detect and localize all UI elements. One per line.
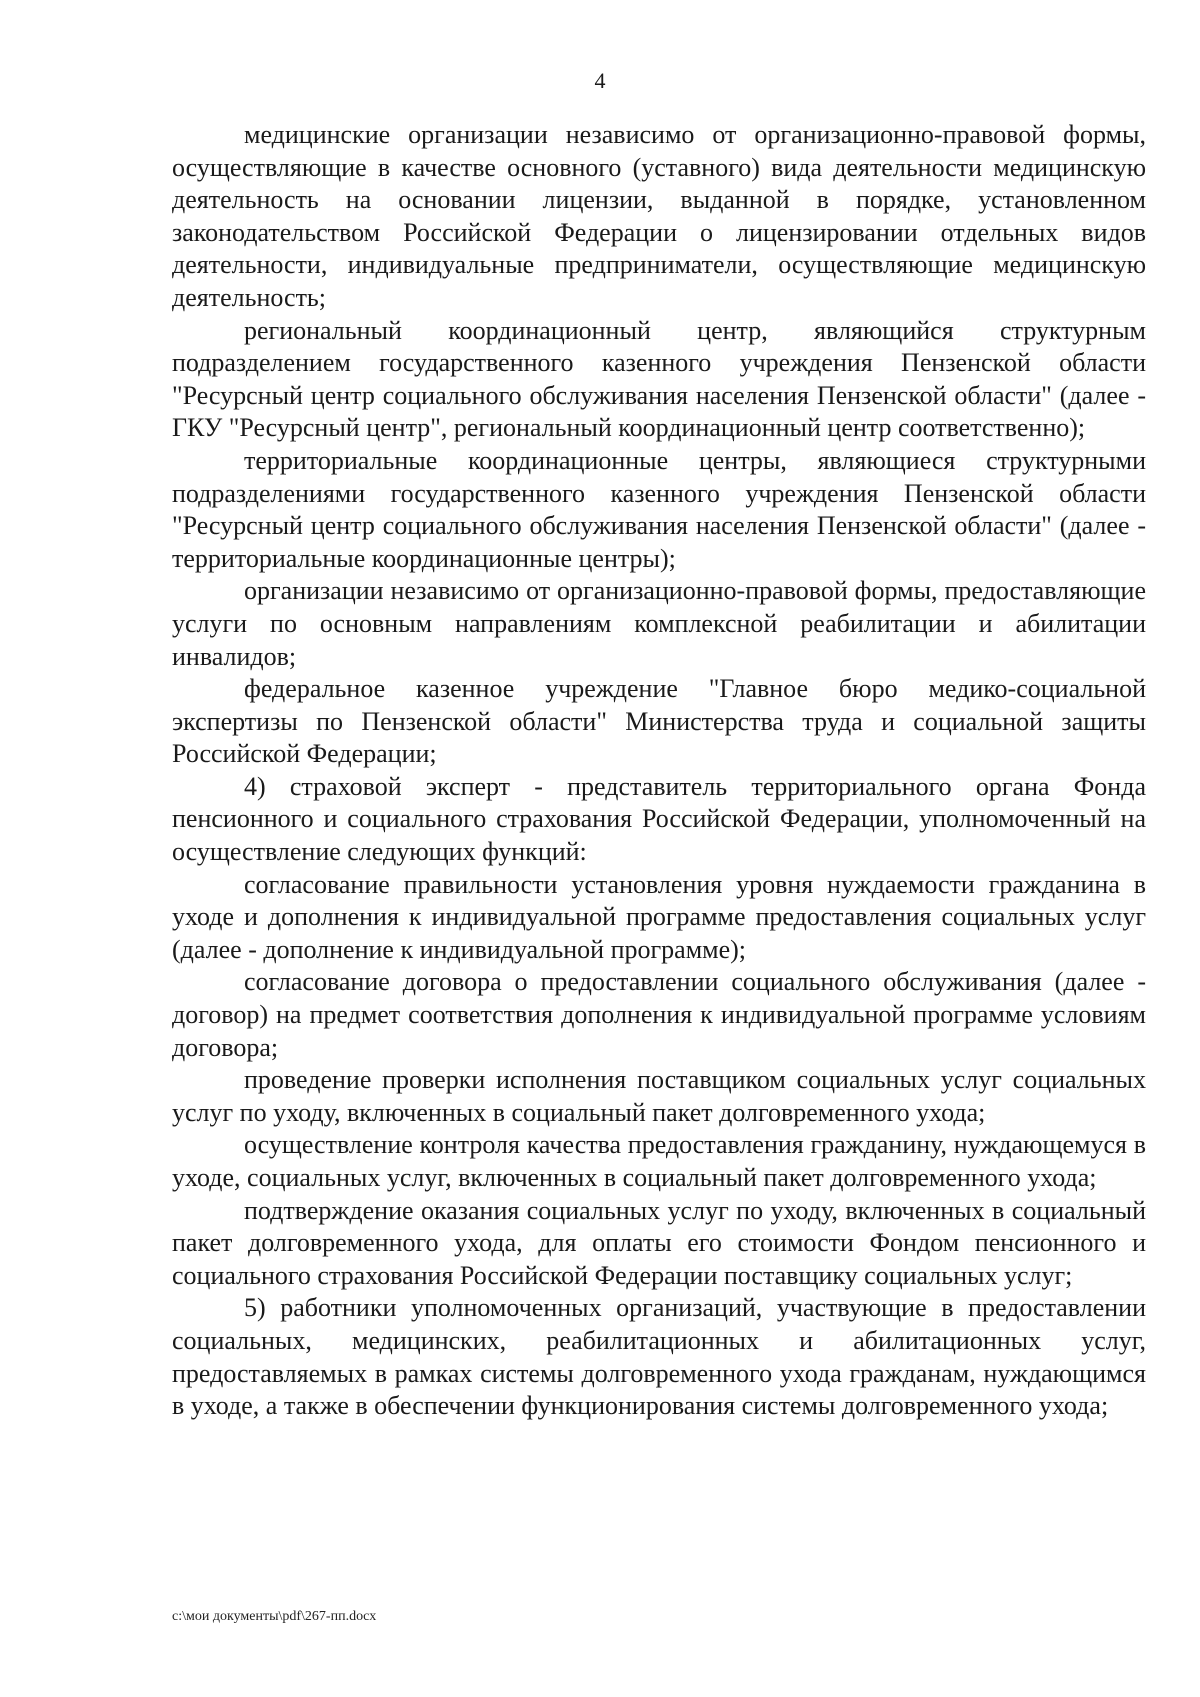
page-number: 4 bbox=[594, 68, 606, 93]
document-body bbox=[172, 119, 1146, 1423]
paragraph-approval-contract: согласование договора о предоставлении социального обслуживания (далее - договор) на предмет соответствия дополнения к индивидуальной программе условиям договора; bbox=[172, 967, 1146, 1062]
footer-file-path: c:\мои документы\pdf\267-пп.docx bbox=[172, 1609, 377, 1624]
paragraph-regional-coordination-center: региональный координационный центр, являющийся структурным подразделением государственного казенного учреждения Пензенской области "Ресурсный центр социального обслуживания населения Пензенской области" (далее - ГКУ "Ресурсный центр", региональный координационный центр соответственно); bbox=[172, 315, 1146, 443]
paragraph-insurance-expert: 4) страховой эксперт - представитель территориального органа Фонда пенсионного и социального страхования Российской Федерации, уполномоченный на осуществление следующих функций: bbox=[172, 771, 1146, 867]
paragraph-rehabilitation-organizations: организации независимо от организационно-правовой формы, предоставляющие услуги по основным направлениям комплексной реабилитации и абилитации инвалидов; bbox=[172, 576, 1146, 671]
paragraph-approval-need-level: согласование правильности установления уровня нуждаемости гражданина в уходе и дополнения к индивидуальной программе предоставления социальных услуг (далее - дополнение к индивидуальной программе); bbox=[172, 869, 1146, 964]
paragraph-medical-organizations: медицинские организации независимо от организационно-правовой формы, осуществляющие в качестве основного (уставного) вида деятельности медицинскую деятельность на основании лицензии, выданной в порядке, установленном законодательством Российской Федерации о лицензировании отдельных видов деятельности, индивидуальные предприниматели, осуществляющие медицинскую деятельность; bbox=[172, 120, 1146, 312]
paragraph-territorial-coordination-centers: территориальные координационные центры, являющиеся структурными подразделениями государственного казенного учреждения Пензенской области "Ресурсный центр социального обслуживания населения Пензенской области" (далее - территориальные координационные центры); bbox=[172, 445, 1146, 573]
paragraph-inspection: проведение проверки исполнения поставщиком социальных услуг социальных услуг по уходу, включенных в социальный пакет долговременного ухода; bbox=[172, 1065, 1146, 1127]
paragraph-authorized-employees: 5) работники уполномоченных организаций, участвующие в предоставлении социальных, медицинских, реабилитационных и абилитационных услуг, предоставляемых в рамках системы долговременного ухода гражданам, нуждающимся в уходе, а также в обеспечении функционирования системы долговременного ухода; bbox=[172, 1293, 1146, 1421]
paragraph-payment-confirmation: подтверждение оказания социальных услуг по уходу, включенных в социальный пакет долговременного ухода, для оплаты его стоимости Фондом пенсионного и социального страхования Российской Федерации поставщику социальных услуг; bbox=[172, 1195, 1146, 1290]
paragraph-quality-control: осуществление контроля качества предоставления гражданину, нуждающемуся в уходе, социальных услуг, включенных в социальный пакет долговременного ухода; bbox=[172, 1130, 1146, 1192]
paragraph-medical-social-expertise-bureau: федеральное казенное учреждение "Главное бюро медико-социальной экспертизы по Пензенской области" Министерства труда и социальной защиты Российской Федерации; bbox=[172, 674, 1146, 769]
